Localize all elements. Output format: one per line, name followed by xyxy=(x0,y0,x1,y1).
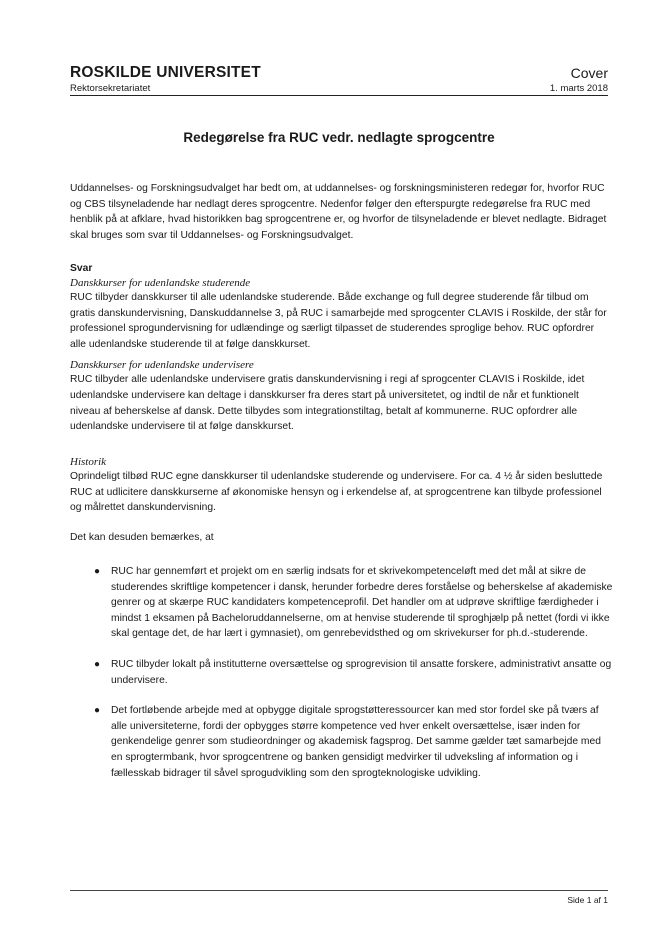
svar-heading: Svar xyxy=(70,263,93,274)
section-text-teachers: RUC tilbyder alle udenlandske undervisere gratis danskundervisning i regi af sprogcenter CLAVIS i Roskilde, idet udenlandske undervisere kan deltage i danskkurser fra deres start på universitetet, og indtil de når et funktionelt niveau af beherskelse af dansk. Dette tilbydes som integrationstiltag, betalt af kommunerne. RUC opfordrer alle udenlandske undervisere til at følge danskkurset. xyxy=(70,374,585,433)
list-item xyxy=(94,703,614,781)
list-item xyxy=(94,657,614,688)
historik-section xyxy=(70,455,610,516)
bullet-list xyxy=(94,564,614,781)
remark-intro-text: Det kan desuden bemærkes, at xyxy=(70,532,214,543)
document-meta xyxy=(550,64,608,95)
university-name: ROSKILDE UNIVERSITET xyxy=(70,64,261,81)
historik-text: Oprindeligt tilbød RUC egne danskkurser til udenlandske studerende og undervisere. For ca. 4 ½ år siden besluttede RUC at udlicitere danskkurserne af økonomiske hensyn og i erkendelse af, at sprogcentrene kan tilbyde professionel og målrettet danskundervisning. xyxy=(70,471,603,514)
section-heading-teachers: Danskkurser for udenlandske undervisere xyxy=(70,359,254,372)
list-item-text: Det fortløbende arbejde med at opbygge digitale sprogstøtteressourcer kan med stor fordel ske på tværs af alle universiteterne, fordi der opbygges større kompetence ved hver enkelt oversættelse, især inden for genkendelige genrer som studieordninger og akademisk fagsprog. Det samme gælder tæt samarbejde med en sprogtermbank, hvor sprogcentrene og banken gensidigt medvirker til udveksling af information og i fællesskab bidrager til såvel sprogudvikling som den sprogteknologiske udvikling. xyxy=(111,705,601,779)
header-divider xyxy=(70,95,608,96)
svar-section xyxy=(70,262,610,435)
list-item-text: RUC har gennemført et projekt om en særlig indsats for et skrivekompetenceløft med det mål at sikre de studerendes skriftlige kompetencer i dansk, herunder forbedre deres forståelse og beherskelse af akademiske genrer og at skærpe RUC kandidaters kompetenceprofil. Det handler om at udprøve skriftlige færdigheder i mindst 1 eksamen på Bacheloruddannelserne, om at henvise studerende til sproghjælp på nettet (fordi vi ikke skal gentage det, de har lært i gymnasiet), om genrebevidsthed og om skrivekurser for ph.d.-studerende. xyxy=(111,566,613,640)
intro-paragraph: Uddannelses- og Forskningsudvalget har bedt om, at uddannelses- og forskningsministeren redegør for, hvorfor RUC og CBS tilsyneladende har nedlagt deres sprogcentre. Nedenfor følger den efterspurgte redegørelse fra RUC med henblik på at afklare, hvad historikken bag sprogcentrene er, og hvorfor de tilsyneladende er blevet nedlagte. Bidraget skal bruges som svar til Uddannelses- og Forskningsudvalget. xyxy=(70,183,607,241)
department-name: Rektorsekretariatet xyxy=(70,83,151,94)
list-item-text: RUC tilbyder lokalt på institutterne oversættelse og sprogrevision til ansatte forskere, administrativt ansatte og undervisere. xyxy=(111,658,612,686)
bullet-icon: ● xyxy=(94,566,101,577)
remark-intro xyxy=(70,530,610,546)
letterhead xyxy=(70,64,261,95)
section-heading-students: Danskkurser for udenlandske studerende xyxy=(70,277,251,289)
historik-heading: Historik xyxy=(70,456,107,468)
document-type: Cover xyxy=(570,65,608,81)
bullet-icon: ● xyxy=(94,705,101,717)
intro-section xyxy=(70,181,610,243)
section-text-students: RUC tilbyder danskkurser til alle udenlandske studerende. Både exchange og full degree studerende får tilbud om gratis danskundervisning, Danskuddannelse 3, på RUC i samarbejde med sprogcenter CLAVIS i Roskilde, der står for professionel sprogundervisning for udlændinge og særligt tilpasset de studerendes sproglige behov. RUC opfordrer alle udenlandske studerende til at følge danskkurset. xyxy=(70,292,607,350)
footer-divider xyxy=(70,890,608,891)
list-item xyxy=(94,564,614,642)
document-title: Redegørelse fra RUC vedr. nedlagte sprogcentre xyxy=(183,130,495,145)
bullet-icon: ● xyxy=(94,658,101,670)
document-date: 1. marts 2018 xyxy=(549,83,608,94)
page-number: Side 1 af 1 xyxy=(567,895,608,905)
